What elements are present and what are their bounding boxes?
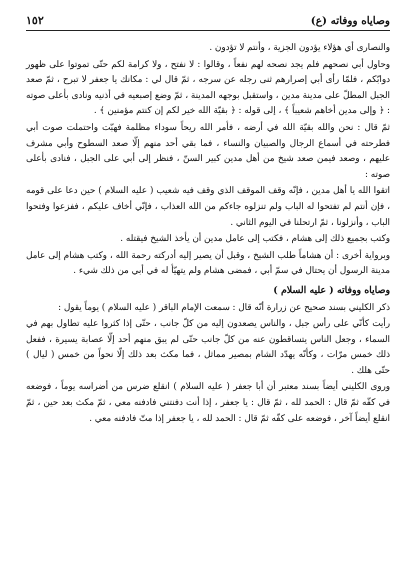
- page-body: [26, 41, 390, 427]
- paragraph-7: ذكر الكليني بسند صحيح عن زرارة أنّه قال : سمعت الإمام الباقر ( عليه السلام ) يوماً يقول :: [58, 302, 390, 313]
- section-heading: وصاياه ووفاته ( عليه السلام ): [273, 284, 390, 296]
- paragraph-9: وروى الكليني أيضاً بسند معتبر أن أبا جعفر ( عليه السلام ) انقلع ضرس من أضراسه يوماً ، فوضعه في كفّه ثمّ قال : الحمد لله ، ثمّ قال : يا جعفر ، إذا أنت دفنتني فادفنه معي ، ثمّ مكث بعد حين ، ثمّ انقلع أيضاً آخر ، فوضعه على كفّه ثمّ قال : الحمد لله ، يا جعفر إذا متّ فادفنه معي .: [26, 382, 390, 424]
- page-header: [26, 14, 390, 31]
- paragraph-1: والنصارى أي هؤلاء يؤدون الجزية ، وأنتم لا تؤدون .: [209, 43, 390, 53]
- paragraph-6: وبرواية أخرى : أن هشاماً طلب الشيخ ، وقبل أن يصير إليه أدركته رحمة الله ، وكتب هشام إلى عامل مدينة الرسول أن يحتال في سمّ أبي ، فمضى هشام ولم يتهيّأ له في أبي من ذلك شيء .: [26, 250, 390, 277]
- paragraph-8: رأيت كأنّي على رأس جبل ، والناس يصعدون إليه من كلّ جانب ، حتّى إذا كثروا عليه تطاول بهم في السماء ، وجعل الناس يتساقطون عنه من كلّ جانب حتّى لم يبق منهم أحد إلّا عصابة يسيرة ، ففعل ذلك خمس مرّات ، وكأنّه يهدّد الشام بمصير مماثل ، فما مكث بعد ذلك إلّا نحواً من خمس ( ليال ) حتّى هلك .: [26, 319, 390, 376]
- paragraph-3: ثمّ قال : نحن والله بقيّة الله في أرضه ، فأمر الله ريحاً سوداء مظلمة فهبّت واحتملت صوت أبي فطرحته في أسماع الرجال والصبيان والنساء ، فما بقي أحد منهم إلّا صعد السطوح وأبي مشرف عليهم ، وصعد فيمن صعد شيخ من أهل مدين كبير السنّ ، فنظر إلى أبي على الجبل ، فنادى بأعلى صوته :: [26, 122, 390, 180]
- paragraph-2: وحاول أبي نصحهم فلم يجد نصحه لهم نفعاً ، وقالوا : لا نفتح ، ولا كرامة لكم حتّى تموتوا على ظهور دوابّكم ، فلمّا رأى أبي إصرارهم ثنى رجله عن سرجه ، ثمّ قال لي : مكانك يا جعفر لا تبرح ، ثمّ صعد الجبل المطلّ على مدينة مدين ، واستقبل بوجهه المدينة ، ثمّ وضع إصبعيه في أذنيه ونادى بأعلى صوته : ﴿ وإلى مدين أخاهم شعيباً ﴾ ، إلى قوله : ﴿ بقيّة الله خير لكم إن كنتم مؤمنين ﴾ .: [26, 59, 390, 117]
- paragraph-4: اتقوا الله يا أهل مدين ، فإنّه وقف الموقف الذي وقف فيه شعيب ( عليه السلام ) حين دعا على قومه ، فإن أنتم لم تفتحوا له الباب ولم تنزلوه جاءكم من الله العذاب ، فإنّي أخاف عليكم ، ففزعوا وفتحوا الباب ، وأنزلونا ، ثمّ ارتحلنا في اليوم الثاني .: [26, 186, 390, 228]
- page-number: ١٥٢: [26, 14, 44, 27]
- running-title: وصاياه ووفاته (ع): [310, 15, 390, 27]
- paragraph-5: وكتب بجميع ذلك إلى هشام ، فكتب إلى عامل مدين أن يأخذ الشيخ فيقتله .: [120, 234, 390, 245]
